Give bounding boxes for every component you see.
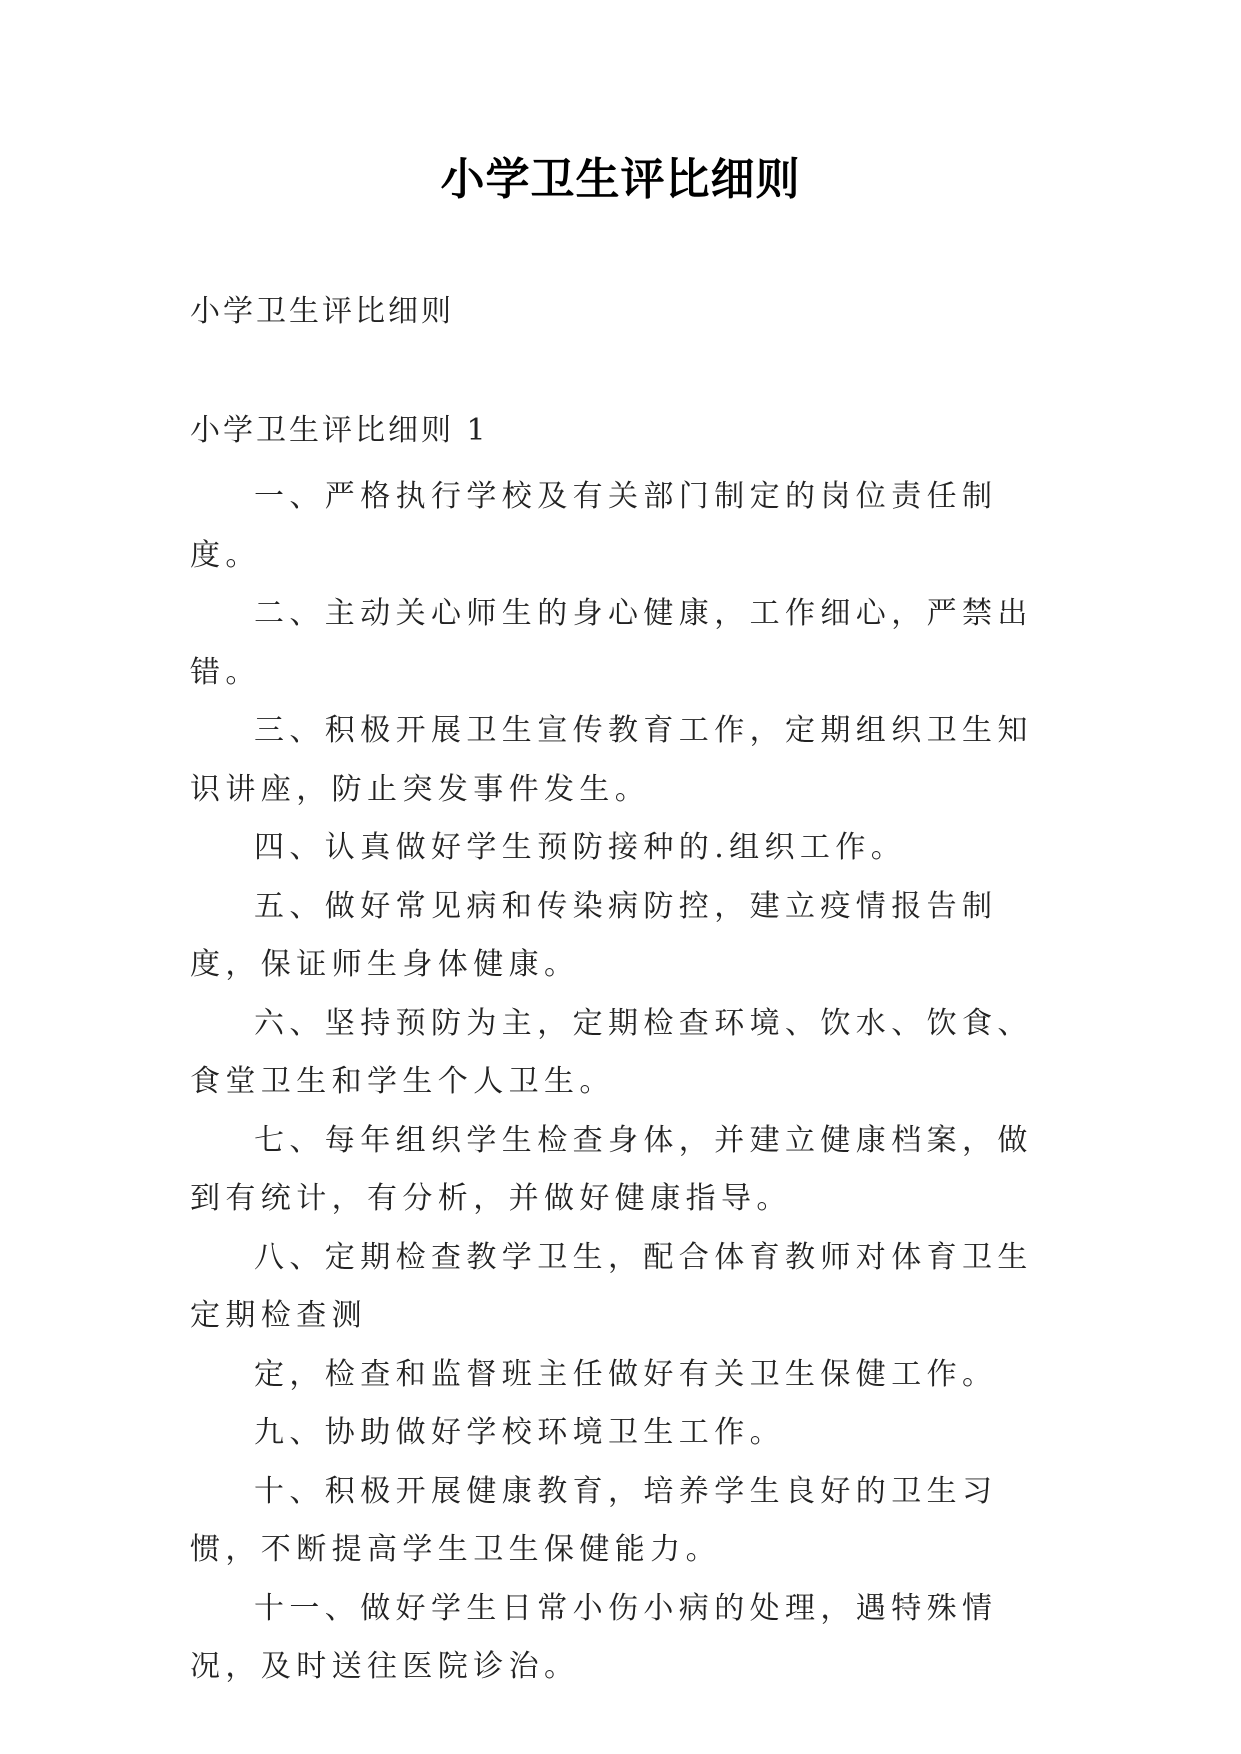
paragraph-11: 十、积极开展健康教育，培养学生良好的卫生习惯，不断提高学生卫生保健能力。 [190, 1473, 998, 1567]
paragraph-5: 五、做好常见病和传染病防控，建立疫情报告制度，保证师生身体健康。 [190, 888, 998, 982]
paragraph-8: 八、定期检查教学卫生，配合体育教师对体育卫生定期检查测 [190, 1239, 1033, 1333]
section-heading: 小学卫生评比细则 1 [190, 413, 489, 448]
paragraph-2: 二、主动关心师生的身心健康，工作细心，严禁出错。 [190, 596, 1033, 690]
paragraph-9: 定，检查和监督班主任做好有关卫生保健工作。 [254, 1356, 998, 1392]
paragraph-12: 十一、做好学生日常小伤小病的处理，遇特殊情况，及时送往医院诊治。 [190, 1590, 998, 1684]
document-title: 小学卫生评比细则 [440, 154, 801, 205]
paragraph-3: 三、积极开展卫生宣传教育工作，定期组织卫生知识讲座，防止突发事件发生。 [190, 713, 1033, 807]
document-body [190, 468, 1050, 1697]
paragraph-1: 一、严格执行学校及有关部门制定的岗位责任制度。 [190, 479, 998, 573]
paragraph-10: 九、协助做好学校环境卫生工作。 [254, 1415, 785, 1450]
paragraph-4: 四、认真做好学生预防接种的.组织工作。 [254, 830, 907, 865]
paragraph-6: 六、坚持预防为主，定期检查环境、饮水、饮食、食堂卫生和学生个人卫生。 [190, 1005, 1033, 1099]
document-subtitle: 小学卫生评比细则 [190, 294, 454, 329]
paragraph-7: 七、每年组织学生检查身体，并建立健康档案，做到有统计，有分析，并做好健康指导。 [190, 1122, 1033, 1216]
